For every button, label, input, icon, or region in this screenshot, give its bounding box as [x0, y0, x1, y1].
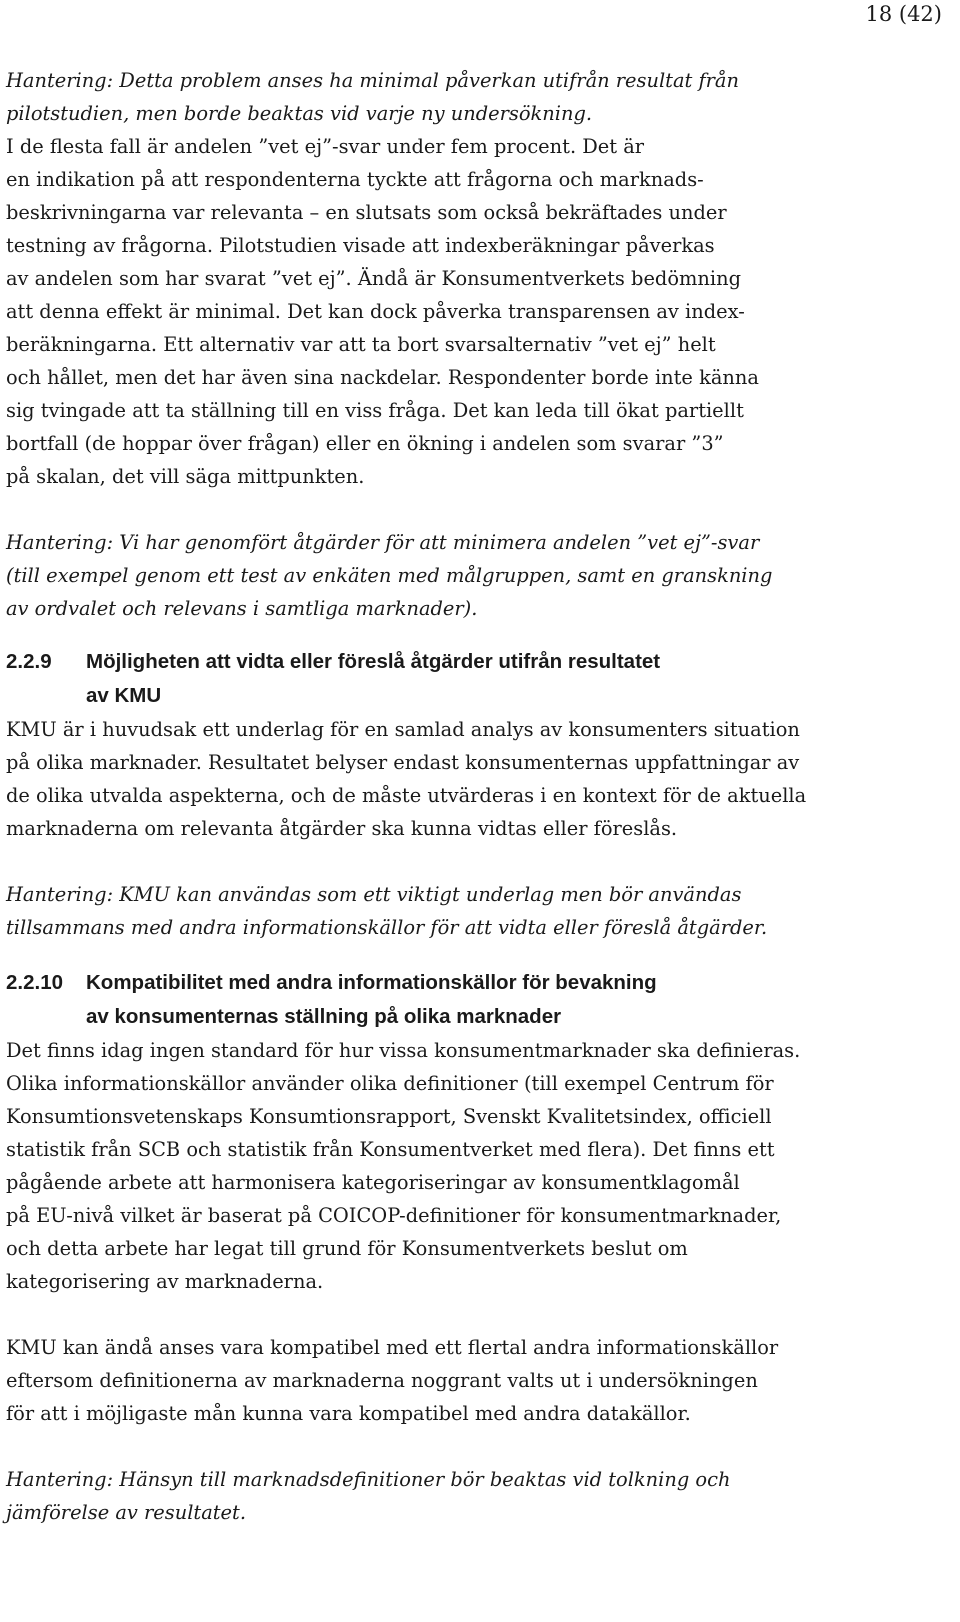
handling-note-2: Hantering: Vi har genomfört åtgärder för att minimera andelen ”vet ej”-svar (till exempel genom ett test av enkäten med målgruppen, samt en granskning av ordvalet och relevans i samtliga marknader).	[6, 531, 773, 620]
handling-note-4: Hantering: Hänsyn till marknadsdefinitioner bör beaktas vid tolkning och jämförelse av resultatet.	[6, 1468, 731, 1524]
paragraph-compatibility: KMU kan ändå anses vara kompatibel med ett flertal andra informationskällor eftersom definitionerna av marknaderna noggrant valts ut i undersökningen för att i möjligaste mån kunna vara kompatibel med andra datakällor.	[6, 1336, 779, 1425]
page-number: 18 (42)	[865, 2, 942, 26]
paragraph-vet-ej: I de flesta fall är andelen ”vet ej”-svar under fem procent. Det är en indikation på att respondenterna tyckte att frågorna och marknads- beskrivningarna var relevanta – en slutsats som också bekräftades under testning av frågorna. Pilotstudien visade att indexberäkningar påverkas av andelen som har svarat ”vet ej”. Ändå är Konsumentverkets bedömning att denna effekt är minimal. Det kan dock påverka transparensen av index- beräkningarna. Ett alternativ var att ta bort svarsalternativ ”vet ej” helt och hållet, men det har även sina nackdelar. Respondenter borde inte känna sig tvingade att ta ställning till en viss fråga. Det kan leda till ökat partiellt bortfall (de hoppar över frågan) eller en ökning i andelen som svarar ”3” på skalan, det vill säga mittpunkten.	[6, 135, 759, 488]
paragraph-standard: Det finns idag ingen standard för hur vissa konsumentmarknader ska definieras. Olika informationskällor använder olika definitioner (till exempel Centrum för Konsumtionsvetenskaps Konsumtionsrapport, Svenskt Kvalitetsindex, officiell statistik från SCB och statistik från Konsumentverket med flera). Det finns ett pågående arbete att harmonisera kategoriseringar av konsumentklagomål på EU-nivå vilket är baserat på COICOP-definitioner för konsumentmarknader, och detta arbete har legat till grund för Konsumentverkets beslut om kategorisering av marknaderna.	[6, 1039, 801, 1293]
section-heading-2-2-10	[6, 966, 906, 1034]
section-heading-2-2-9	[6, 645, 906, 713]
section-title: Möjligheten att vidta eller föreslå åtgärder utifrån resultatet av KMU	[86, 650, 661, 707]
handling-note-3: Hantering: KMU kan användas som ett viktigt underlag men bör användas tillsammans med andra informationskällor för att vidta eller föreslå åtgärder.	[6, 883, 768, 939]
section-title: Kompatibilitet med andra informationskällor för bevakning av konsumenternas ställning på olika marknader	[86, 971, 657, 1028]
document-body	[6, 64, 906, 1529]
section-number: 2.2.9	[6, 650, 52, 673]
section-number: 2.2.10	[6, 971, 63, 994]
handling-note-1: Hantering: Detta problem anses ha minimal påverkan utifrån resultat från pilotstudien, men borde beaktas vid varje ny undersökning.	[6, 69, 739, 125]
paragraph-kmu-analysis: KMU är i huvudsak ett underlag för en samlad analys av konsumenters situation på olika marknader. Resultatet belyser endast konsumenternas uppfattningar av de olika utvalda aspekterna, och de måste utvärderas i en kontext för de aktuella marknaderna om relevanta åtgärder ska kunna vidtas eller föreslås.	[6, 718, 807, 840]
